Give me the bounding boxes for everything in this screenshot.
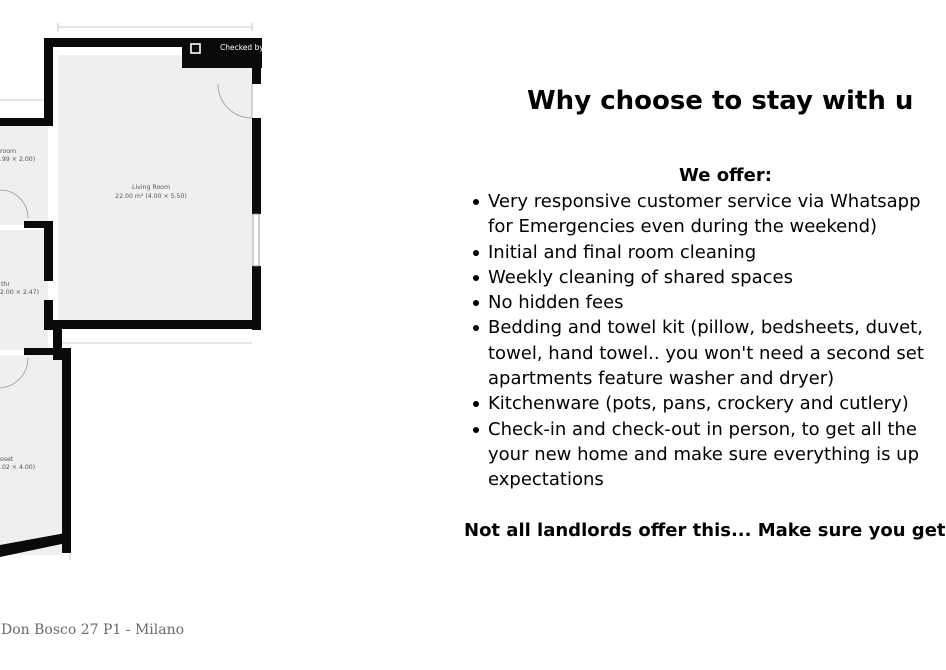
offer-list	[488, 189, 938, 493]
page-title: Why choose to stay with u	[527, 86, 914, 116]
floorplan-caption: Don Bosco 27 P1 - Milano	[1, 622, 185, 638]
bath-size: 2.00 × 2.47)	[0, 289, 40, 296]
closet-size: .02 × 4.00)	[0, 464, 36, 471]
checked-badge	[182, 38, 264, 68]
list-item: Kitchenware (pots, pans, crockery and cutlery)	[488, 391, 938, 416]
bedroom-size: .99 × 2.00)	[0, 156, 36, 163]
list-item: Check-in and check-out in person, to get all the your new home and make sure everything is up expectations	[488, 417, 938, 493]
living-room-label: Living Room	[132, 184, 170, 191]
list-item: Bedding and towel kit (pillow, bedsheets, duvet, towel, hand towel.. you won't need a second set apartments feature washer and dryer)	[488, 315, 938, 391]
list-item: No hidden fees	[488, 290, 938, 315]
info-panel	[460, 0, 946, 670]
closet-area	[0, 355, 62, 555]
bath-label: thr	[1, 281, 10, 288]
offer-heading: We offer:	[679, 165, 772, 186]
list-item: Initial and final room cleaning	[488, 240, 938, 265]
badge-text: Checked by	[220, 43, 264, 52]
closet-label: oset	[0, 456, 14, 463]
living-room-size: 22.00 m² (4.00 × 5.50)	[115, 193, 187, 200]
windows	[253, 214, 259, 266]
bedroom-label: room	[0, 148, 17, 155]
list-item: Weekly cleaning of shared spaces	[488, 265, 938, 290]
floor-plan	[0, 0, 262, 580]
list-item: Very responsive customer service via Whatsapp for Emergencies even during the weekend)	[488, 189, 938, 240]
bedroom-area	[0, 125, 48, 225]
closing-statement: Not all landlords offer this... Make sure you get	[464, 520, 946, 541]
